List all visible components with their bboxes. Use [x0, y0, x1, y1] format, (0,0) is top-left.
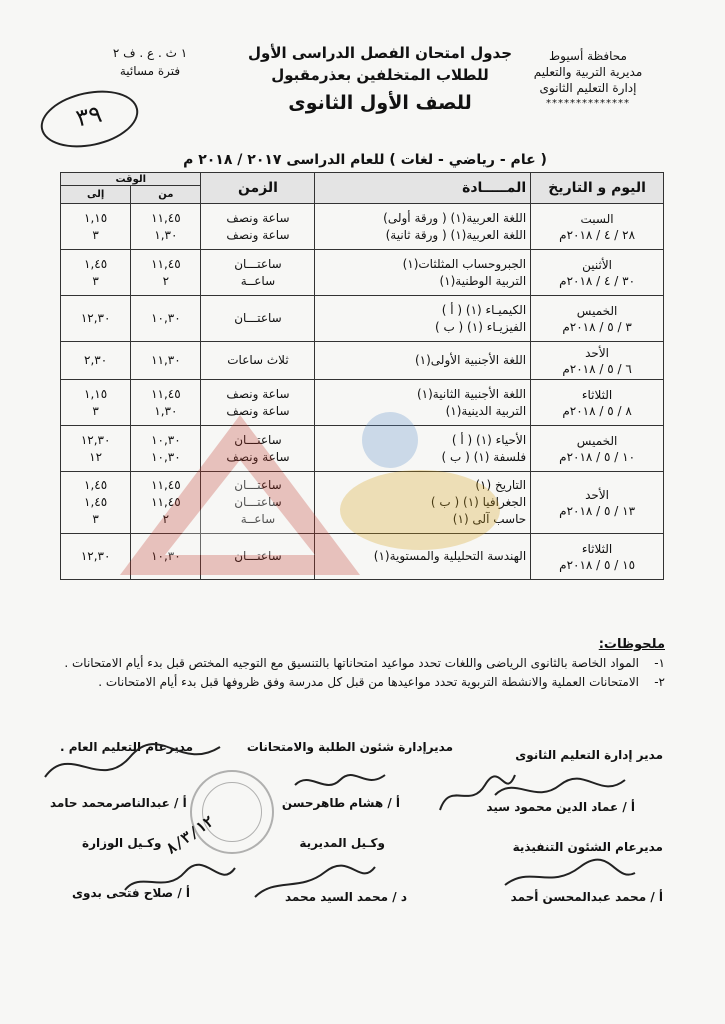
handwritten-signature: [490, 770, 630, 810]
time-from-cell: [131, 380, 201, 426]
subject: التربية الدينية(١): [445, 403, 527, 418]
sig-title-general-director: مديرعام التعليم العام .: [60, 740, 194, 754]
time-from: ١١,٤٥: [151, 210, 181, 225]
time-to-cell: [61, 426, 131, 472]
subject-cell: [315, 342, 531, 380]
schedule-row: [61, 250, 664, 296]
duration: ساعتـــان: [234, 256, 282, 271]
number-mark: ٣٩: [73, 99, 105, 133]
day-date: ٣٠ / ٤ / ٢٠١٨م: [559, 273, 636, 288]
time-to-cell: [61, 342, 131, 380]
day-date: ٨ / ٥ / ٢٠١٨م: [562, 403, 632, 418]
sig-name-abdelnasser: أ / عبدالناصرمحمد حامد: [50, 796, 187, 810]
notes-section: [55, 636, 665, 691]
day-cell: [531, 250, 664, 296]
sig-title-deputy-ministry: وكـيل الوزارة: [82, 836, 162, 850]
issuer-governorate: محافظة أسيوط: [549, 49, 627, 63]
day-name: الثلاثاء: [581, 387, 613, 402]
note-number: ٢-: [654, 675, 665, 689]
duration: ساعة ونصف: [226, 449, 290, 464]
title-block: [230, 42, 530, 114]
time-from: ٢: [162, 512, 170, 526]
handwritten-signature: [290, 765, 390, 800]
subject: الجغرافيا (١) ( ب ): [430, 495, 527, 509]
notes-title: ملحوظات:: [598, 637, 665, 652]
issuer-directorate: مديرية التربية والتعليم: [533, 65, 643, 79]
duration: ساعة ونصف: [226, 227, 290, 242]
duration: ساعتـــان: [234, 478, 282, 492]
time-to: ٣: [92, 512, 99, 526]
subject: الأحياء (١) ( أ ): [451, 432, 527, 447]
duration-cell: [201, 204, 315, 250]
time-from: ١١,٣٠: [151, 353, 181, 367]
schedule-row: [61, 342, 664, 380]
day-cell: [531, 472, 664, 534]
issuer-administration: إدارة التعليم الثانوى: [539, 81, 637, 95]
note-number: ١-: [654, 656, 665, 670]
subject: الجبروحساب المثلثات(١): [402, 256, 527, 271]
handwritten-signature: [120, 860, 240, 900]
subject-cell: [315, 296, 531, 342]
day-cell: [531, 534, 664, 580]
issuer-stars: **************: [546, 98, 630, 109]
subject-cell: [315, 426, 531, 472]
handwritten-signature: [500, 855, 640, 895]
day-cell: [531, 426, 664, 472]
time-from: ١٠,٣٠: [151, 549, 181, 563]
schedule-row: [61, 296, 664, 342]
time-to: ٣: [92, 403, 99, 418]
header-from: من: [131, 186, 201, 204]
time-to: ١٢,٣٠: [80, 311, 111, 325]
time-from: ١١,٤٥: [151, 478, 181, 492]
header-subject: المـــــادة: [315, 173, 531, 204]
day-date: ١٣ / ٥ / ٢٠١٨م: [559, 503, 636, 518]
subject-cell: [315, 250, 531, 296]
header-time: الوقت: [61, 173, 201, 186]
time-to: ١,٤٥: [84, 478, 108, 492]
time-from-cell: [131, 250, 201, 296]
schedule-row: [61, 534, 664, 580]
header-duration: الزمن: [201, 173, 315, 204]
duration: ساعــة: [240, 273, 276, 288]
time-from: ١١,٤٥: [151, 256, 181, 271]
sig-title-deputy-directorate: وكـيل المديرية: [299, 836, 385, 850]
subject: فلسفة (١) ( ب ): [441, 449, 527, 464]
duration: ساعــة: [240, 512, 276, 526]
time-to-cell: [61, 296, 131, 342]
sig-title-secondary-director: مدير إدارة التعليم الثانوى: [515, 748, 663, 762]
schedule-row: [61, 380, 664, 426]
code-text: ١ ث . ع . ف ٢: [112, 46, 188, 60]
duration-cell: [201, 426, 315, 472]
subject: الكيميـاء (١) ( أ ): [441, 302, 527, 317]
time-to: ١٢,٣٠: [80, 549, 111, 563]
day-name: الأحد: [585, 345, 610, 360]
day-name: الأحد: [585, 487, 610, 502]
duration: ساعتـــان: [234, 311, 282, 325]
note-text: المواد الخاصة بالثانوى الرياضى واللغات تحدد مواعيد امتحاناتها بالتنسيق مع التوجيه المختص قبل بدء أيام الامتحانات .: [64, 656, 639, 670]
number-mark-oval: [35, 82, 143, 155]
doc-title: جدول امتحان الفصل الدراسى الأول: [247, 44, 513, 62]
time-to: ١,١٥: [84, 210, 108, 225]
duration-cell: [201, 296, 315, 342]
duration: ساعتـــان: [234, 432, 282, 447]
day-cell: [531, 342, 664, 380]
schedule-row: [61, 472, 664, 534]
time-from-cell: [131, 204, 201, 250]
time-from: ١١,٤٥: [151, 386, 181, 401]
subject: اللغة الأجنبية الأولى(١): [414, 353, 527, 367]
day-date: ٣ / ٥ / ٢٠١٨م: [562, 319, 632, 334]
day-date: ٦ / ٥ / ٢٠١٨م: [562, 361, 632, 376]
header-day: اليوم و التاريخ: [531, 173, 664, 204]
note-item: [55, 674, 665, 691]
subject: اللغة العربية(١) ( ورقة ثانية): [385, 227, 527, 242]
subject-cell: [315, 380, 531, 426]
duration-cell: [201, 472, 315, 534]
duration: ساعتـــان: [234, 549, 282, 563]
time-to: ١,٤٥: [84, 256, 108, 271]
day-name: الخميس: [576, 303, 618, 318]
code-block: [95, 44, 205, 80]
subject: التاريخ (١): [475, 478, 527, 492]
sig-title-affairs-director: مديرإدارة شئون الطلبة والامتحانات: [246, 740, 453, 754]
sig-name-mohamed-elsayed: د / محمد السيد محمد: [284, 890, 407, 904]
subject-cell: [315, 204, 531, 250]
note-item: [55, 655, 665, 672]
subject: اللغة العربية(١) ( ورقة أولى): [383, 210, 527, 225]
time-to-cell: [61, 250, 131, 296]
time-to-cell: [61, 204, 131, 250]
handwritten-signature: [40, 732, 230, 792]
day-date: ١٠ / ٥ / ٢٠١٨م: [559, 449, 636, 464]
day-name: السبت: [580, 211, 614, 226]
note-text: الامتحانات العملية والانشطة التربوية تحدد مواعيدها من قبل كل مدرسة وفق ظروفها قبل بدء أيام الامتحانات .: [98, 675, 639, 689]
day-name: الخميس: [576, 433, 618, 448]
subject: الهندسة التحليلية والمستوية(١): [373, 549, 527, 563]
grade-title: للصف الأول الثانوى: [288, 92, 472, 114]
duration-cell: [201, 380, 315, 426]
schedule-row: [61, 426, 664, 472]
subject-cell: [315, 472, 531, 534]
time-to: ١,١٥: [84, 386, 108, 401]
schedule-body: [61, 204, 664, 580]
schedule-row: [61, 204, 664, 250]
time-to: ٢,٣٠: [84, 353, 108, 367]
time-from: ١٠,٣٠: [151, 311, 181, 325]
time-from-cell: [131, 534, 201, 580]
time-to: ٣: [92, 227, 99, 242]
time-to-cell: [61, 472, 131, 534]
day-name: الثلاثاء: [581, 541, 613, 556]
time-to: ١٢,٣٠: [80, 432, 111, 447]
sig-name-salah: أ / صلاح فتحى بدوى: [72, 886, 191, 900]
day-cell: [531, 380, 664, 426]
time-from: ١٠,٣٠: [151, 449, 181, 464]
session-text: فترة مسائية: [119, 64, 181, 78]
time-from-cell: [131, 342, 201, 380]
duration: ساعتـــان: [234, 495, 282, 509]
day-date: ٢٨ / ٤ / ٢٠١٨م: [559, 227, 636, 242]
schedule-table: [60, 172, 664, 580]
time-to: ١,٤٥: [84, 495, 108, 509]
subject-cell: [315, 534, 531, 580]
time-to-cell: [61, 534, 131, 580]
time-to: ٣: [92, 273, 99, 288]
time-from-cell: [131, 426, 201, 472]
subject: اللغة الأجنبية الثانية(١): [416, 386, 527, 401]
time-from-cell: [131, 472, 201, 534]
time-from-cell: [131, 296, 201, 342]
issuer-block: [513, 48, 663, 112]
doc-subtitle: للطلاب المتخلفين بعذرمقبول: [271, 66, 489, 84]
year-line: ( عام - رياضي - لغات ) للعام الدراسى ٢٠١٧ / ٢٠١٨ م: [183, 152, 547, 168]
handwritten-signature: [250, 862, 380, 902]
sig-name-emad: أ / عماد الدين محمود سيد: [486, 800, 635, 814]
subject: حاسب آلى (١): [452, 512, 527, 526]
duration-cell: [201, 534, 315, 580]
time-from: ١١,٤٥: [151, 495, 181, 509]
time-from: ١٠,٣٠: [151, 432, 181, 447]
duration: ساعة ونصف: [226, 403, 290, 418]
time-from: ١,٣٠: [154, 403, 178, 418]
duration: ثلاث ساعات: [227, 353, 289, 367]
duration: ساعة ونصف: [226, 210, 290, 225]
sig-title-exec-director: مديرعام الشئون التنفيذية: [512, 840, 663, 854]
day-date: ١٥ / ٥ / ٢٠١٨م: [559, 557, 636, 572]
time-from: ١,٣٠: [154, 227, 178, 242]
duration: ساعة ونصف: [226, 386, 290, 401]
sig-name-hesham: أ / هشام طاهرحسن: [281, 796, 400, 810]
time-from: ٢: [162, 273, 170, 288]
time-to-cell: [61, 380, 131, 426]
duration-cell: [201, 250, 315, 296]
day-cell: [531, 204, 664, 250]
date-stamp: ٨/٣/١٢: [162, 812, 218, 858]
duration-cell: [201, 342, 315, 380]
time-to: ١٢: [89, 449, 103, 464]
subject: الفيزيـاء (١) ( ب ): [434, 319, 527, 334]
subject: التربية الوطنية(١): [439, 273, 527, 288]
day-cell: [531, 296, 664, 342]
day-name: الأثنين: [582, 257, 613, 272]
header-to: إلى: [61, 186, 131, 204]
sig-name-mohamed-abdelmohsen: أ / محمد عبدالمحسن أحمد: [510, 890, 663, 904]
